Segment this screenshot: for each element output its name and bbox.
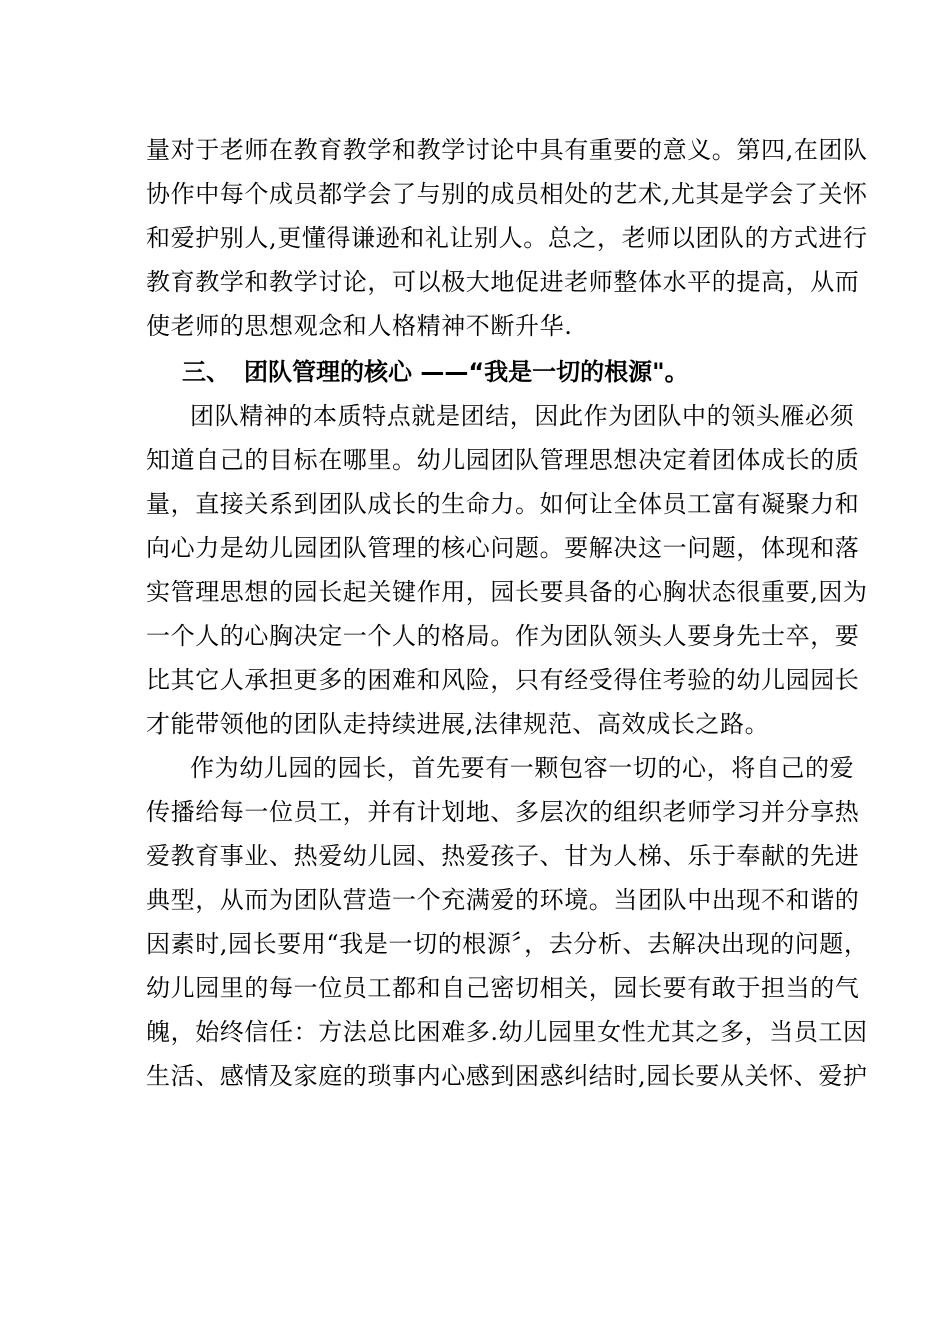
paragraph-1-line-3: 和爱护别人,更懂得谦逊和礼让别人。总之，老师以团队的方式进行	[146, 224, 868, 252]
paragraph-1-line-5: 使老师的思想观念和人格精神不断升华.	[146, 312, 573, 340]
paragraph-2-line-4: 向心力是幼儿园团队管理的核心问题。要解决这一问题，体现和落	[146, 534, 860, 562]
paragraph-3-line-3: 爱教育事业、热爱幼儿园、热爱孩子、甘为人梯、乐于奉献的先进	[146, 842, 860, 870]
paragraph-3-line-4: 典型，从而为团队营造一个充满爱的环境。当团队中出现不和谐的	[146, 886, 860, 914]
section-title: 团队管理的核心 ——“我是一切的根源"。	[244, 358, 689, 386]
paragraph-3-line-8: 生活、感情及家庭的琐事内心感到困惑纠结时,园长要从关怀、爱护	[146, 1062, 868, 1090]
paragraph-1-line-4: 教育教学和教学讨论，可以极大地促进老师整体水平的提高，从而	[146, 268, 860, 296]
paragraph-2-line-2: 知道自己的目标在哪里。幼儿园团队管理思想决定着团体成长的质	[146, 446, 860, 474]
paragraph-3-line-1: 作为幼儿园的园长，首先要有一颗包容一切的心，将自己的爱	[190, 754, 855, 782]
paragraph-3-line-5: 因素时,园长要用“我是一切的根源〞，去分析、去解决出现的问题，	[146, 930, 869, 958]
paragraph-1-line-1: 量对于老师在教育教学和教学讨论中具有重要的意义。第四,在团队	[146, 136, 868, 164]
paragraph-3-line-2: 传播给每一位员工，并有计划地、多层次的组织老师学习并分享热	[146, 798, 860, 826]
paragraph-3-line-7: 魄，始终信任：方法总比困难多.幼儿园里女性尤其之多，当员工因	[146, 1018, 868, 1046]
section-heading	[182, 356, 689, 388]
paragraph-2-line-3: 量，直接关系到团队成长的生命力。如何让全体员工富有凝聚力和	[146, 490, 860, 518]
paragraph-3-line-6: 幼儿园里的每一位员工都和自己密切相关，园长要有敢于担当的气	[146, 974, 860, 1002]
paragraph-2-line-6: 一个人的心胸决定一个人的格局。作为团队领头人要身先士卒，要	[146, 622, 860, 650]
paragraph-2-line-5: 实管理思想的园长起关键作用，园长要具备的心胸状态很重要,因为	[146, 578, 868, 606]
paragraph-2-line-7: 比其它人承担更多的困难和风险，只有经受得住考验的幼儿园园长	[146, 666, 860, 694]
paragraph-2-line-8: 才能带领他的团队走持续进展,法律规范、高效成长之路。	[146, 710, 770, 738]
section-number: 三、	[182, 358, 230, 386]
paragraph-1-line-2: 协作中每个成员都学会了与别的成员相处的艺术,尤其是学会了关怀	[146, 180, 868, 208]
paragraph-2-line-1: 团队精神的本质特点就是团结，因此作为团队中的领头雁必须	[190, 402, 855, 430]
